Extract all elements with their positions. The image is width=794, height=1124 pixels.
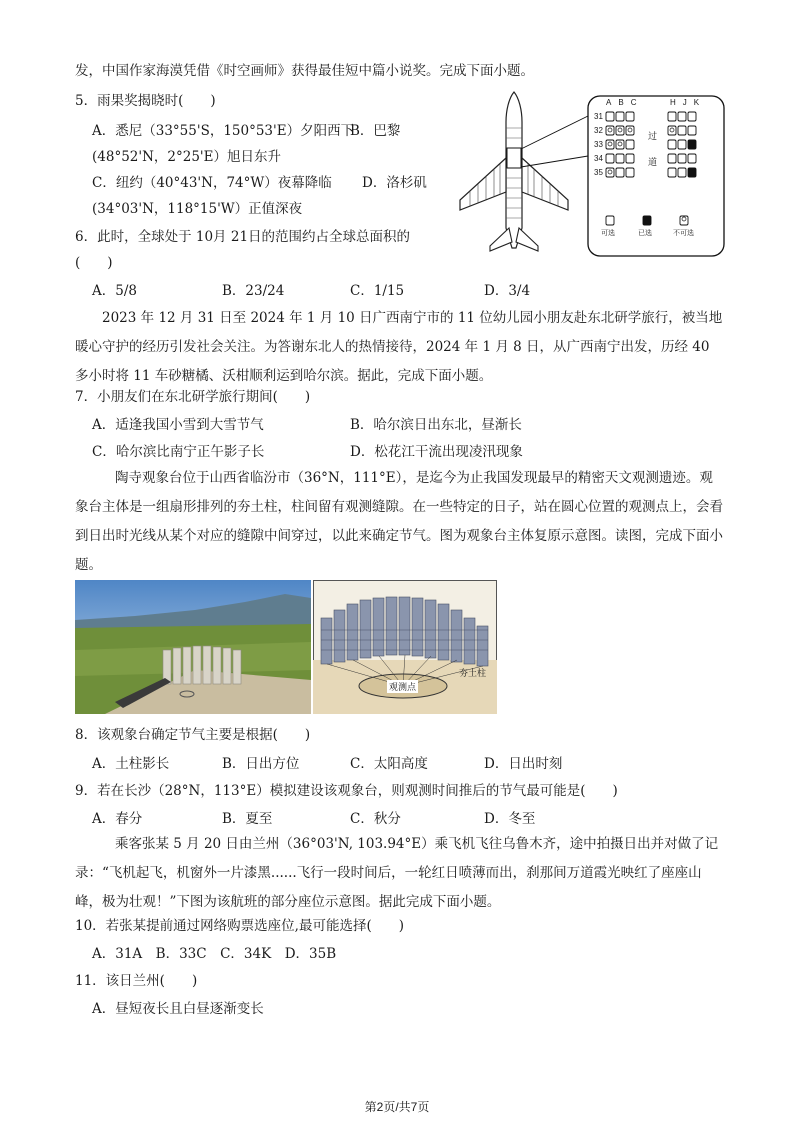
seat-34k[interactable]	[688, 154, 696, 163]
seat-33a	[606, 140, 614, 149]
question-7-option-a: A．适逢我国小雪到大雪节气	[92, 417, 264, 433]
col-c-label: C	[630, 98, 644, 107]
question-5-option-d-cont: (34°03'N，118°15'W）正值深夜	[92, 201, 303, 217]
page-footer: 第2页/共7页	[364, 1100, 430, 1114]
seat-32h	[668, 126, 676, 135]
seatmap-aisle-label	[648, 124, 657, 176]
question-9-option-c: C．秋分	[350, 811, 401, 827]
col-k-label: K	[693, 98, 707, 107]
seat-32b	[616, 126, 624, 135]
seat-32c	[626, 126, 634, 135]
seat-31a[interactable]	[606, 112, 614, 121]
airplane-seatmap-figure	[456, 88, 730, 258]
observatory-photo	[75, 580, 311, 714]
row-34-label: 34	[594, 154, 603, 163]
seat-31b[interactable]	[616, 112, 624, 121]
question-5-option-b-cont: (48°52'N，2°25'E）旭日东升	[92, 149, 281, 165]
observation-point-label: 观测点	[387, 680, 418, 693]
question-7-option-b: B．哈尔滨日出东北，昼渐长	[350, 417, 522, 433]
col-h-label: H	[670, 98, 683, 107]
question-11-stem: 11．该日兰州( )	[75, 973, 198, 989]
seat-35b[interactable]	[616, 168, 624, 177]
col-b-label: B	[618, 98, 631, 107]
seat-34c[interactable]	[626, 154, 634, 163]
seat-35a	[606, 168, 614, 177]
row-35-label: 35	[594, 168, 603, 177]
seat-35j[interactable]	[678, 168, 686, 177]
seat-31k[interactable]	[688, 112, 696, 121]
question-7-stem: 7．小朋友们在东北研学旅行期间( )	[75, 389, 311, 405]
seat-33k	[688, 140, 696, 149]
seat-31h[interactable]	[668, 112, 676, 121]
passage-flight: 乘客张某 5 月 20 日由兰州（36°03'N, 103.94°E）乘飞机飞往乌鲁木齐，途中拍摄日出并对做了记录：“飞机起飞，机窗外一片漆黑......飞行一段时间后，一轮红日喷薄而出，刹那间万道霞光映红了座座山峰，极为壮观！”下图为该航班的部分座位示意图。据此完成下面小题。	[75, 836, 719, 910]
passage-intro-tail: 发，中国作家海漠凭借《时空画师》获得最佳短中篇小说奖。完成下面小题。	[75, 63, 534, 79]
question-9-option-d: D．冬至	[484, 811, 536, 827]
question-10-options: A．31A B．33C C．34K D．35B	[92, 946, 337, 962]
aisle-label-1: 过	[648, 132, 658, 142]
aisle-label-2: 道	[648, 158, 658, 168]
question-6-option-b: B．23/24	[222, 283, 285, 299]
question-8-option-b: B．日出方位	[222, 756, 300, 772]
seat-32k[interactable]	[688, 126, 696, 135]
seat-35c[interactable]	[626, 168, 634, 177]
question-5-stem: 5．雨果奖揭晓时( )	[75, 93, 216, 109]
question-7-option-d: D．松花江干流出现凌汛现象	[350, 444, 523, 460]
observatory-reconstruction-drawing	[313, 580, 497, 714]
seat-33h[interactable]	[668, 140, 676, 149]
question-5-option-c: C．纽约（40°43'N，74°W）夜幕降临	[92, 175, 332, 191]
col-j-label: J	[682, 98, 694, 107]
question-9-option-b: B．夏至	[222, 811, 273, 827]
seat-33c[interactable]	[626, 140, 634, 149]
question-6-option-a: A．5/8	[92, 283, 137, 299]
seat-35k	[688, 168, 696, 177]
question-6-option-c: C．1/15	[350, 283, 405, 299]
question-6-stem: 6．此时，全球处于 10月 21日的范围约占全球总面积的	[75, 229, 411, 245]
question-5-option-b: B．巴黎	[350, 123, 401, 139]
question-8-option-d: D．日出时刻	[484, 756, 563, 772]
question-8-option-c: C．太阳高度	[350, 756, 428, 772]
observatory-photo-drawing	[75, 580, 311, 714]
seat-35h[interactable]	[668, 168, 676, 177]
col-a-label: A	[606, 98, 619, 107]
seat-31c[interactable]	[626, 112, 634, 121]
seat-34a[interactable]	[606, 154, 614, 163]
question-11-option-a: A．昼短夜长且白昼逐渐变长	[92, 1001, 264, 1017]
seat-33b	[616, 140, 624, 149]
seat-34b[interactable]	[616, 154, 624, 163]
seat-34j[interactable]	[678, 154, 686, 163]
observatory-reconstruction	[313, 580, 497, 714]
question-8-stem: 8．该观象台确定节气主要是根据( )	[75, 727, 311, 743]
passage-taosi-observatory: 陶寺观象台位于山西省临汾市（36°N，111°E），是迄今为止我国发现最早的精密天文观测遗迹。观象台主体是一组扇形排列的夯土柱，柱间留有观测缝隙。在一些特定的日子，站在圆心位置的观测点上，会看到日出时光线从某个对应的缝隙中间穿过，以此来确定节气。图为观象台主体复原示意图。读图，完成下面小题。	[75, 470, 723, 573]
row-32-label: 32	[594, 126, 603, 135]
seat-32a	[606, 126, 614, 135]
question-8-option-a: A．土柱影长	[92, 756, 170, 772]
legend-unavailable-label: 不可选	[673, 229, 694, 237]
question-9-stem: 9．若在长沙（28°N，113°E）模拟建设该观象台，则观测时间推后的节气最可能是( )	[75, 783, 618, 799]
question-6-option-d: D．3/4	[484, 283, 531, 299]
question-10-stem: 10．若张某提前通过网络购票选座位,最可能选择( )	[75, 918, 405, 934]
seat-33j[interactable]	[678, 140, 686, 149]
seat-34h[interactable]	[668, 154, 676, 163]
legend-unavailable-icon	[680, 216, 688, 225]
seat-31j[interactable]	[678, 112, 686, 121]
legend-selected-icon	[643, 216, 651, 225]
legend-available-icon	[606, 216, 614, 225]
question-5-option-a: A．悉尼（33°55'S，150°53'E）夕阳西下	[92, 123, 355, 139]
passage-study-tour: 2023 年 12 月 31 日至 2024 年 1 月 10 日广西南宁市的 11 位幼儿园小朋友赴东北研学旅行，被当地暖心守护的经历引发社会关注。为答谢东北人的热情接待，2024 年 1 月 8 日，从广西南宁出发，历经 40 多小时将 11 车砂糖橘、沃柑顺利运到哈尔滨。据此，完成下面小题。	[75, 310, 723, 384]
question-6-blank: ( )	[75, 255, 113, 271]
question-5-option-d: D．洛杉矶	[362, 175, 427, 191]
question-7-option-c: C．哈尔滨比南宁正午影子长	[92, 444, 265, 460]
legend-selected-label: 已选	[638, 229, 652, 237]
row-33-label: 33	[594, 140, 603, 149]
legend-available-label: 可选	[601, 229, 615, 237]
earthen-column-label: 夯土柱	[459, 669, 487, 679]
row-31-label: 31	[594, 112, 603, 121]
question-9-option-a: A．春分	[92, 811, 143, 827]
seat-32j[interactable]	[678, 126, 686, 135]
